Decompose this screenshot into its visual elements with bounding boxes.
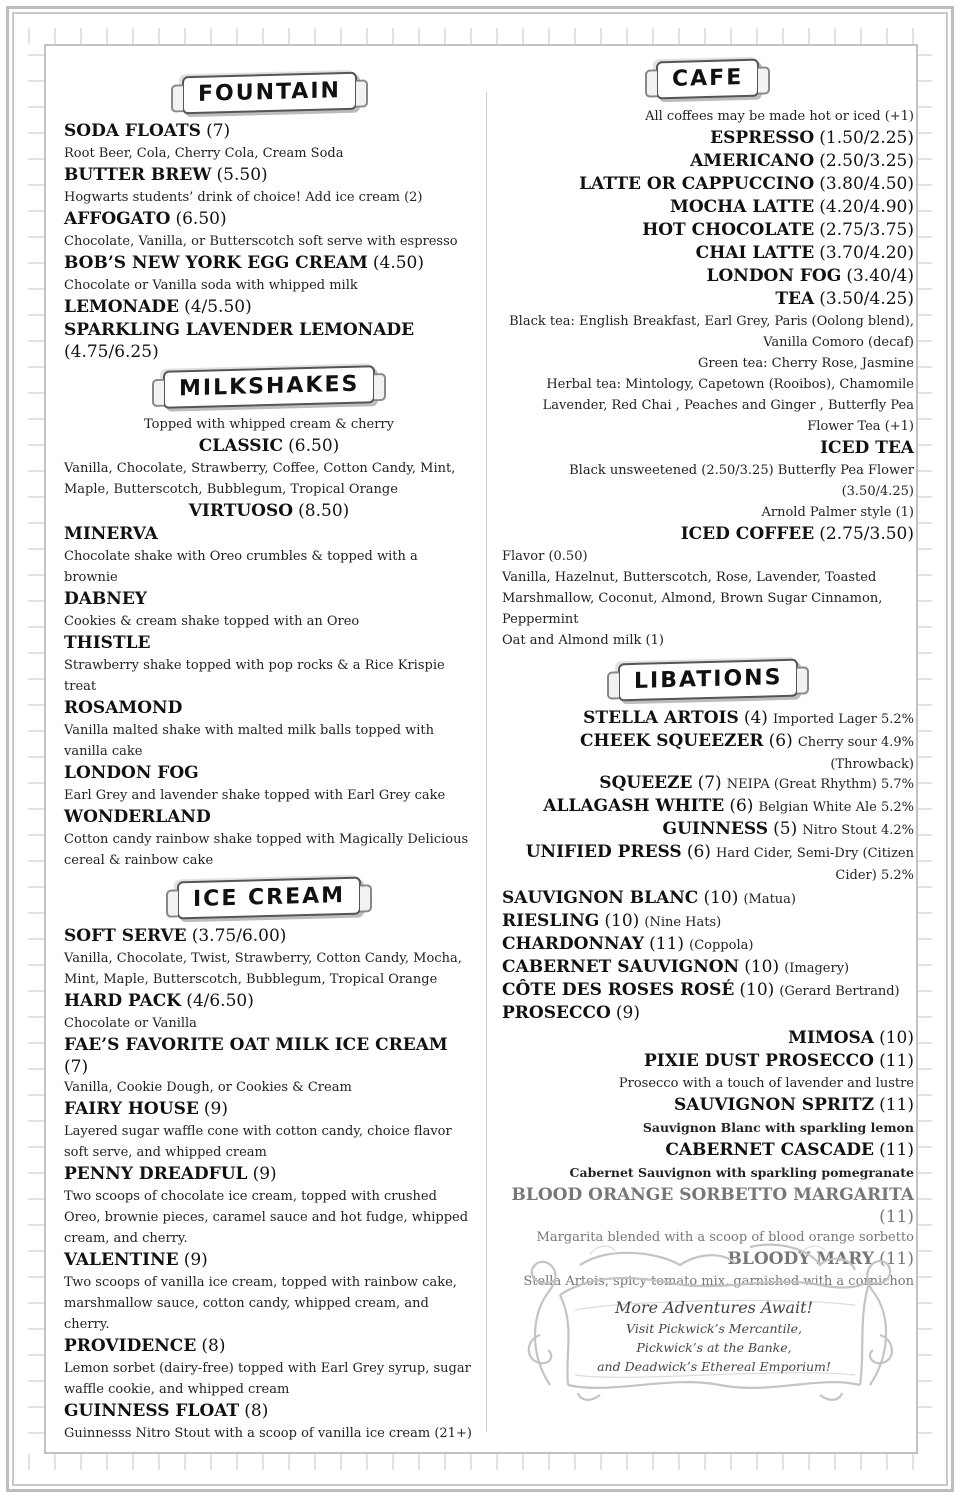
- menu-item: [502, 127, 914, 150]
- menu-item: [502, 772, 914, 795]
- item-name: AMERICANO: [690, 151, 815, 171]
- beer-list: [502, 707, 914, 883]
- item-price: (9): [203, 1099, 228, 1119]
- item-name: MOCHA LATTE: [670, 197, 815, 217]
- menu-item: [64, 588, 474, 632]
- libations-banner: LIBATIONS: [618, 659, 798, 702]
- flavor-options: [502, 546, 914, 651]
- item-name: SAUVIGNON SPRITZ: [674, 1095, 874, 1115]
- menu-item: [502, 219, 914, 242]
- item-price: (8): [201, 1336, 226, 1356]
- menu-item: [64, 762, 474, 806]
- icecream-banner: ICE CREAM: [177, 877, 361, 920]
- iced-tea-details: [502, 460, 914, 523]
- item-name: DABNEY: [64, 589, 147, 609]
- item-name: SQUEEZE: [599, 773, 693, 793]
- menu-item-heading: [502, 730, 914, 772]
- item-price: (11): [879, 1207, 914, 1227]
- menu-item-heading: [64, 1098, 474, 1121]
- fountain-section: [64, 74, 474, 362]
- menu-item: [64, 296, 474, 319]
- item-name: CHEEK SQUEEZER: [580, 731, 764, 751]
- menu-item-heading: [502, 887, 914, 910]
- item-detail: Nitro Stout 4.2%: [802, 823, 914, 838]
- fountain-banner: FOUNTAIN: [182, 72, 357, 115]
- menu-item-heading: [64, 1335, 474, 1358]
- item-detail: (Matua): [743, 892, 796, 907]
- virtuoso-price: (8.50): [298, 501, 350, 521]
- item-name: PROSECCO: [502, 1003, 611, 1023]
- item-name: ROSAMOND: [64, 698, 183, 718]
- item-description: Chocolate or Vanilla soda with whipped milk: [64, 278, 358, 293]
- menu-item-heading: [502, 979, 914, 1002]
- item-price: (9): [615, 1003, 641, 1023]
- adventure-line-2: Pickwick’s at the Banke,: [636, 1340, 792, 1355]
- item-name: PENNY DREADFUL: [64, 1164, 248, 1184]
- cafe-list: [502, 127, 914, 311]
- item-price: (4/6.50): [186, 991, 254, 1011]
- item-detail: (Coppola): [689, 938, 754, 953]
- item-price: (6.50): [175, 209, 227, 229]
- menu-item: [64, 319, 474, 362]
- item-detail: Imported Lager 5.2%: [773, 712, 914, 727]
- menu-item: [64, 1249, 474, 1335]
- item-name: PROVIDENCE: [64, 1336, 197, 1356]
- item-name: THISTLE: [64, 633, 151, 653]
- icecream-list: [64, 925, 474, 1444]
- item-description: Prosecco with a touch of lavender and lustre: [618, 1076, 914, 1091]
- classic-price: (6.50): [288, 436, 340, 456]
- menu-item-heading: [502, 1050, 914, 1073]
- menu-item: [64, 1034, 474, 1098]
- item-name: VALENTINE: [64, 1250, 179, 1270]
- menu-item-heading: [502, 707, 914, 730]
- menu-item-heading: [64, 252, 474, 275]
- menu-item: [64, 252, 474, 296]
- menu-item-heading: [502, 1094, 914, 1117]
- menu-item: [502, 933, 914, 956]
- item-price: (9): [183, 1250, 208, 1270]
- item-price: (3.40/4): [846, 266, 914, 286]
- item-detail: Cherry sour 4.9% (Throwback): [797, 735, 914, 772]
- item-detail: (Nine Hats): [644, 915, 722, 930]
- item-price: (10): [879, 1028, 914, 1048]
- menu-item: [502, 841, 914, 883]
- detail-line: Oat and Almond milk (1): [502, 633, 664, 648]
- item-description: Cookies & cream shake topped with an Oreo: [64, 614, 360, 629]
- item-name: SODA FLOATS: [64, 121, 201, 141]
- detail-line: Flavor (0.50): [502, 549, 588, 564]
- menu-item-heading: [64, 990, 474, 1013]
- menu-item: [502, 173, 914, 196]
- menu-item-heading: [502, 841, 914, 883]
- menu-item-heading: [64, 208, 474, 231]
- menu-item-heading: [502, 1184, 914, 1227]
- item-price: (4.75/6.25): [64, 342, 159, 362]
- detail-line: Green tea: Cherry Rose, Jasmine: [697, 356, 914, 371]
- menu-item: [502, 1139, 914, 1184]
- item-description: Hogwarts students’ drink of choice! Add ice cream (2): [64, 190, 423, 205]
- virtuoso-list: [64, 523, 474, 871]
- item-description: Chocolate shake with Oreo crumbles & topped with a brownie: [64, 549, 418, 585]
- milkshakes-section: [64, 368, 474, 871]
- menu-item-heading: [64, 296, 474, 319]
- menu-item-heading: [502, 1002, 914, 1025]
- adventure-line-3: and Deadwick’s Ethereal Emporium!: [597, 1359, 831, 1374]
- item-name: MIMOSA: [788, 1028, 874, 1048]
- menu-item-heading: [64, 120, 474, 143]
- menu-item-heading: [502, 1027, 914, 1050]
- item-name: LONDON FOG: [64, 763, 199, 783]
- menu-item-heading: [502, 150, 914, 173]
- menu-item: [502, 1027, 914, 1050]
- menu-item: [502, 1002, 914, 1025]
- item-name: UNIFIED PRESS: [525, 842, 682, 862]
- wine-list: [502, 887, 914, 1025]
- item-name: TEA: [775, 289, 815, 309]
- menu-item: [64, 1335, 474, 1400]
- item-name: SOFT SERVE: [64, 926, 187, 946]
- item-detail: NEIPA (Great Rhythm) 5.7%: [726, 777, 914, 792]
- item-price: (4): [743, 708, 768, 728]
- item-name: SAUVIGNON BLANC: [502, 888, 699, 908]
- detail-line: Herbal tea: Mintology, Capetown (Rooibos), Chamomile: [546, 377, 914, 392]
- menu-item: [64, 806, 474, 871]
- iced-tea-name: ICED TEA: [820, 438, 914, 458]
- tea-varieties: [502, 311, 914, 437]
- item-description: Chocolate, Vanilla, or Butterscotch soft serve with espresso: [64, 234, 458, 249]
- right-column: [502, 58, 914, 1292]
- menu-item-heading: [502, 127, 914, 150]
- item-description: Cabernet Sauvignon with sparkling pomegranate: [569, 1165, 914, 1180]
- menu-item-heading: [502, 288, 914, 311]
- menu-item-heading: [502, 795, 914, 818]
- menu-item: [64, 1163, 474, 1249]
- item-name: AFFOGATO: [64, 209, 171, 229]
- item-description: Layered sugar waffle cone with cotton candy, choice flavor soft serve, and whipped cream: [64, 1124, 452, 1160]
- item-description: Lemon sorbet (dairy-free) topped with Earl Grey syrup, sugar waffle cookie, and whipped cream: [64, 1361, 471, 1397]
- detail-line: Flower Tea (+1): [807, 419, 914, 434]
- item-name: BLOOD ORANGE SORBETTO MARGARITA: [511, 1185, 914, 1205]
- menu-item: [502, 1050, 914, 1094]
- item-price: (11): [649, 934, 685, 954]
- detail-line: Black tea: English Breakfast, Earl Grey, Paris (Oolong blend),: [509, 314, 914, 329]
- item-name: ESPRESSO: [710, 128, 815, 148]
- item-name: LATTE OR CAPPUCCINO: [579, 174, 815, 194]
- item-price: (5.50): [216, 165, 268, 185]
- detail-line: Vanilla, Hazelnut, Butterscotch, Rose, Lavender, Toasted: [502, 570, 877, 585]
- menu-item: [64, 523, 474, 588]
- adventure-line-1: Visit Pickwick’s Mercantile,: [626, 1321, 802, 1336]
- item-description: Cotton candy rainbow shake topped with Magically Delicious cereal & rainbow cake: [64, 832, 469, 868]
- menu-item-heading: [64, 588, 474, 611]
- detail-line: Arnold Palmer style (1): [761, 505, 914, 520]
- iced-coffee: [502, 523, 914, 546]
- menu-item: [502, 730, 914, 772]
- item-name: GUINNESS: [662, 819, 769, 839]
- libations-section: [502, 661, 914, 1292]
- menu-item-heading: [64, 762, 474, 785]
- item-description: Guinnesss Nitro Stout with a scoop of vanilla ice cream (21+): [64, 1426, 472, 1441]
- item-description: Chocolate or Vanilla: [64, 1016, 197, 1031]
- menu-item: [64, 925, 474, 990]
- virtuoso-shake: [64, 500, 474, 523]
- classic-shake: [64, 435, 474, 458]
- menu-item: [502, 910, 914, 933]
- item-name: HOT CHOCOLATE: [642, 220, 815, 240]
- item-detail: Hard Cider, Semi-Dry (Citizen Cider) 5.2%: [716, 846, 914, 883]
- item-price: (10): [739, 980, 775, 1000]
- milkshakes-intro: Topped with whipped cream & cherry: [144, 417, 394, 432]
- item-price: (7): [64, 1057, 89, 1077]
- menu-item-heading: [502, 956, 914, 979]
- item-price: (7): [697, 773, 722, 793]
- cafe-banner: CAFE: [656, 59, 759, 100]
- menu-item-heading: [64, 1034, 474, 1077]
- menu-item-heading: [502, 196, 914, 219]
- item-description: Stella Artois, spicy tomato mix, garnished with a cornichon: [523, 1274, 914, 1289]
- item-price: (4/5.50): [184, 297, 252, 317]
- detail-line: Black unsweetened (2.50/3.25) Butterfly Pea Flower (3.50/4.25): [569, 463, 914, 499]
- item-name: CABERNET SAUVIGNON: [502, 957, 740, 977]
- menu-item-heading: [502, 933, 914, 956]
- menu-item: [502, 1094, 914, 1139]
- item-description: Vanilla malted shake with malted milk balls topped with vanilla cake: [64, 723, 434, 759]
- menu-item: [502, 265, 914, 288]
- menu-item-heading: [64, 925, 474, 948]
- item-name: FAIRY HOUSE: [64, 1099, 199, 1119]
- menu-item: [64, 1400, 474, 1444]
- item-name: HARD PACK: [64, 991, 182, 1011]
- item-price: (10): [744, 957, 780, 977]
- item-price: (1.50/2.25): [819, 128, 914, 148]
- menu-item-heading: [502, 818, 914, 841]
- item-description: Root Beer, Cola, Cherry Cola, Cream Soda: [64, 146, 344, 161]
- item-price: (11): [879, 1095, 914, 1115]
- item-price: (2.75/3.75): [819, 220, 914, 240]
- menu-item: [64, 697, 474, 762]
- menu-item: [502, 956, 914, 979]
- item-name: CABERNET CASCADE: [665, 1140, 874, 1160]
- menu-item-heading: [64, 1400, 474, 1423]
- menu-item-heading: [64, 806, 474, 829]
- item-price: (6): [729, 796, 754, 816]
- menu-item-heading: [64, 1249, 474, 1272]
- item-price: (10): [604, 911, 640, 931]
- menu-item: [502, 818, 914, 841]
- item-name: FAE’S FAVORITE OAT MILK ICE CREAM: [64, 1035, 448, 1055]
- item-name: LEMONADE: [64, 297, 179, 317]
- menu-item: [502, 795, 914, 818]
- cafe-section: [502, 60, 914, 651]
- detail-line: Vanilla Comoro (decaf): [763, 335, 914, 350]
- item-price: (3.70/4.20): [819, 243, 914, 263]
- menu-item-heading: [502, 265, 914, 288]
- item-name: BUTTER BREW: [64, 165, 212, 185]
- adventure-title: More Adventures Await!: [614, 1298, 814, 1317]
- item-price: (11): [879, 1249, 914, 1269]
- item-name: ALLAGASH WHITE: [543, 796, 725, 816]
- item-name: CHAI LATTE: [695, 243, 815, 263]
- iced-coffee-name: ICED COFFEE: [680, 524, 815, 544]
- item-price: (2.50/3.25): [819, 151, 914, 171]
- menu-item: [502, 887, 914, 910]
- menu-item: [64, 990, 474, 1034]
- item-description: Sauvignon Blanc with sparkling lemon: [642, 1120, 914, 1135]
- iced-coffee-price: (2.75/3.50): [819, 524, 914, 544]
- item-description: Two scoops of vanilla ice cream, topped with rainbow cake, marshmallow sauce, cotton candy, whipped cream, and cherry.: [64, 1275, 457, 1332]
- virtuoso-name: VIRTUOSO: [188, 501, 294, 521]
- item-description: Vanilla, Cookie Dough, or Cookies & Cream: [64, 1080, 352, 1095]
- detail-line: Lavender, Red Chai , Peaches and Ginger , Butterfly Pea: [542, 398, 914, 413]
- item-description: Strawberry shake topped with pop rocks & a Rice Krispie treat: [64, 658, 445, 694]
- item-name: RIESLING: [502, 911, 600, 931]
- menu-item: [64, 208, 474, 252]
- menu-item-heading: [502, 219, 914, 242]
- item-name: CÔTE DES ROSES ROSÉ: [502, 980, 735, 1000]
- item-price: (4.50): [372, 253, 425, 273]
- item-detail: Belgian White Ale 5.2%: [758, 800, 914, 815]
- menu-item: [502, 979, 914, 1002]
- menu-item: [64, 632, 474, 697]
- menu-item-heading: [502, 772, 914, 795]
- iced-tea: [502, 437, 914, 460]
- item-name: BOB’S NEW YORK EGG CREAM: [64, 253, 368, 273]
- item-price: (3.75/6.00): [191, 926, 287, 946]
- item-price: (3.50/4.25): [819, 289, 914, 309]
- item-description: Earl Grey and lavender shake topped with Earl Grey cake: [64, 788, 446, 803]
- item-name: PIXIE DUST PROSECCO: [644, 1051, 874, 1071]
- menu-item: [502, 707, 914, 730]
- item-name: CHARDONNAY: [502, 934, 645, 954]
- menu-item-heading: [502, 242, 914, 265]
- menu-item-heading: [64, 632, 474, 655]
- item-price: (4.20/4.90): [819, 197, 914, 217]
- item-name: SPARKLING LAVENDER LEMONADE: [64, 320, 415, 340]
- item-name: MINERVA: [64, 524, 158, 544]
- classic-name: CLASSIC: [198, 436, 284, 456]
- menu-item-heading: [64, 319, 474, 362]
- menu-item-heading: [64, 523, 474, 546]
- menu-item: [502, 196, 914, 219]
- item-price: (6): [768, 731, 793, 751]
- item-price: (8): [244, 1401, 269, 1421]
- menu-item: [502, 150, 914, 173]
- menu-item-heading: [502, 173, 914, 196]
- fountain-list: [64, 120, 474, 362]
- detail-line: Peppermint: [502, 612, 579, 627]
- item-description: Margarita blended with a scoop of blood orange sorbetto: [536, 1230, 914, 1245]
- item-detail: (Gerard Bertrand): [779, 984, 900, 999]
- item-name: STELLA ARTOIS: [583, 708, 739, 728]
- item-price: (9): [252, 1164, 277, 1184]
- item-price: (3.80/4.50): [819, 174, 914, 194]
- item-price: (7): [206, 121, 231, 141]
- item-name: GUINNESS FLOAT: [64, 1401, 240, 1421]
- menu-item-heading: [64, 1163, 474, 1186]
- item-price: (10): [703, 888, 739, 908]
- menu-item-heading: [64, 164, 474, 187]
- adventure-scroll: [520, 1235, 900, 1405]
- item-description: Vanilla, Chocolate, Twist, Strawberry, Cotton Candy, Mocha, Mint, Maple, Butterscotch, Bubblegum, Tropical Orange: [64, 951, 462, 987]
- item-price: (6): [686, 842, 711, 862]
- item-description: Two scoops of chocolate ice cream, topped with crushed Oreo, brownie pieces, caramel sauce and hot fudge, whipped cream, and cherry.: [64, 1189, 469, 1246]
- icecream-section: [64, 879, 474, 1444]
- menu-item: [64, 164, 474, 208]
- left-column: [64, 72, 474, 1444]
- item-detail: (Imagery): [784, 961, 850, 976]
- cafe-note: All coffees may be made hot or iced (+1): [645, 109, 914, 124]
- item-name: BLOODY MARY: [727, 1249, 874, 1269]
- menu-item: [64, 1098, 474, 1163]
- column-divider: [486, 92, 487, 1432]
- item-name: WONDERLAND: [64, 807, 211, 827]
- menu-item: [502, 288, 914, 311]
- item-price: (5): [773, 819, 798, 839]
- menu-item-heading: [64, 697, 474, 720]
- milkshakes-banner: MILKSHAKES: [163, 365, 375, 409]
- item-name: LONDON FOG: [706, 266, 842, 286]
- adventure-text: [580, 1297, 848, 1376]
- item-price: (11): [879, 1051, 914, 1071]
- menu-item: [64, 120, 474, 164]
- classic-flavors: Vanilla, Chocolate, Strawberry, Coffee, Cotton Candy, Mint, Maple, Butterscotch, Bubblegum, Tropical Orange: [64, 461, 456, 497]
- detail-line: Marshmallow, Coconut, Almond, Brown Sugar Cinnamon,: [502, 591, 883, 606]
- menu-item-heading: [502, 1139, 914, 1162]
- menu-item: [502, 242, 914, 265]
- menu-item-heading: [502, 910, 914, 933]
- item-price: (11): [879, 1140, 914, 1160]
